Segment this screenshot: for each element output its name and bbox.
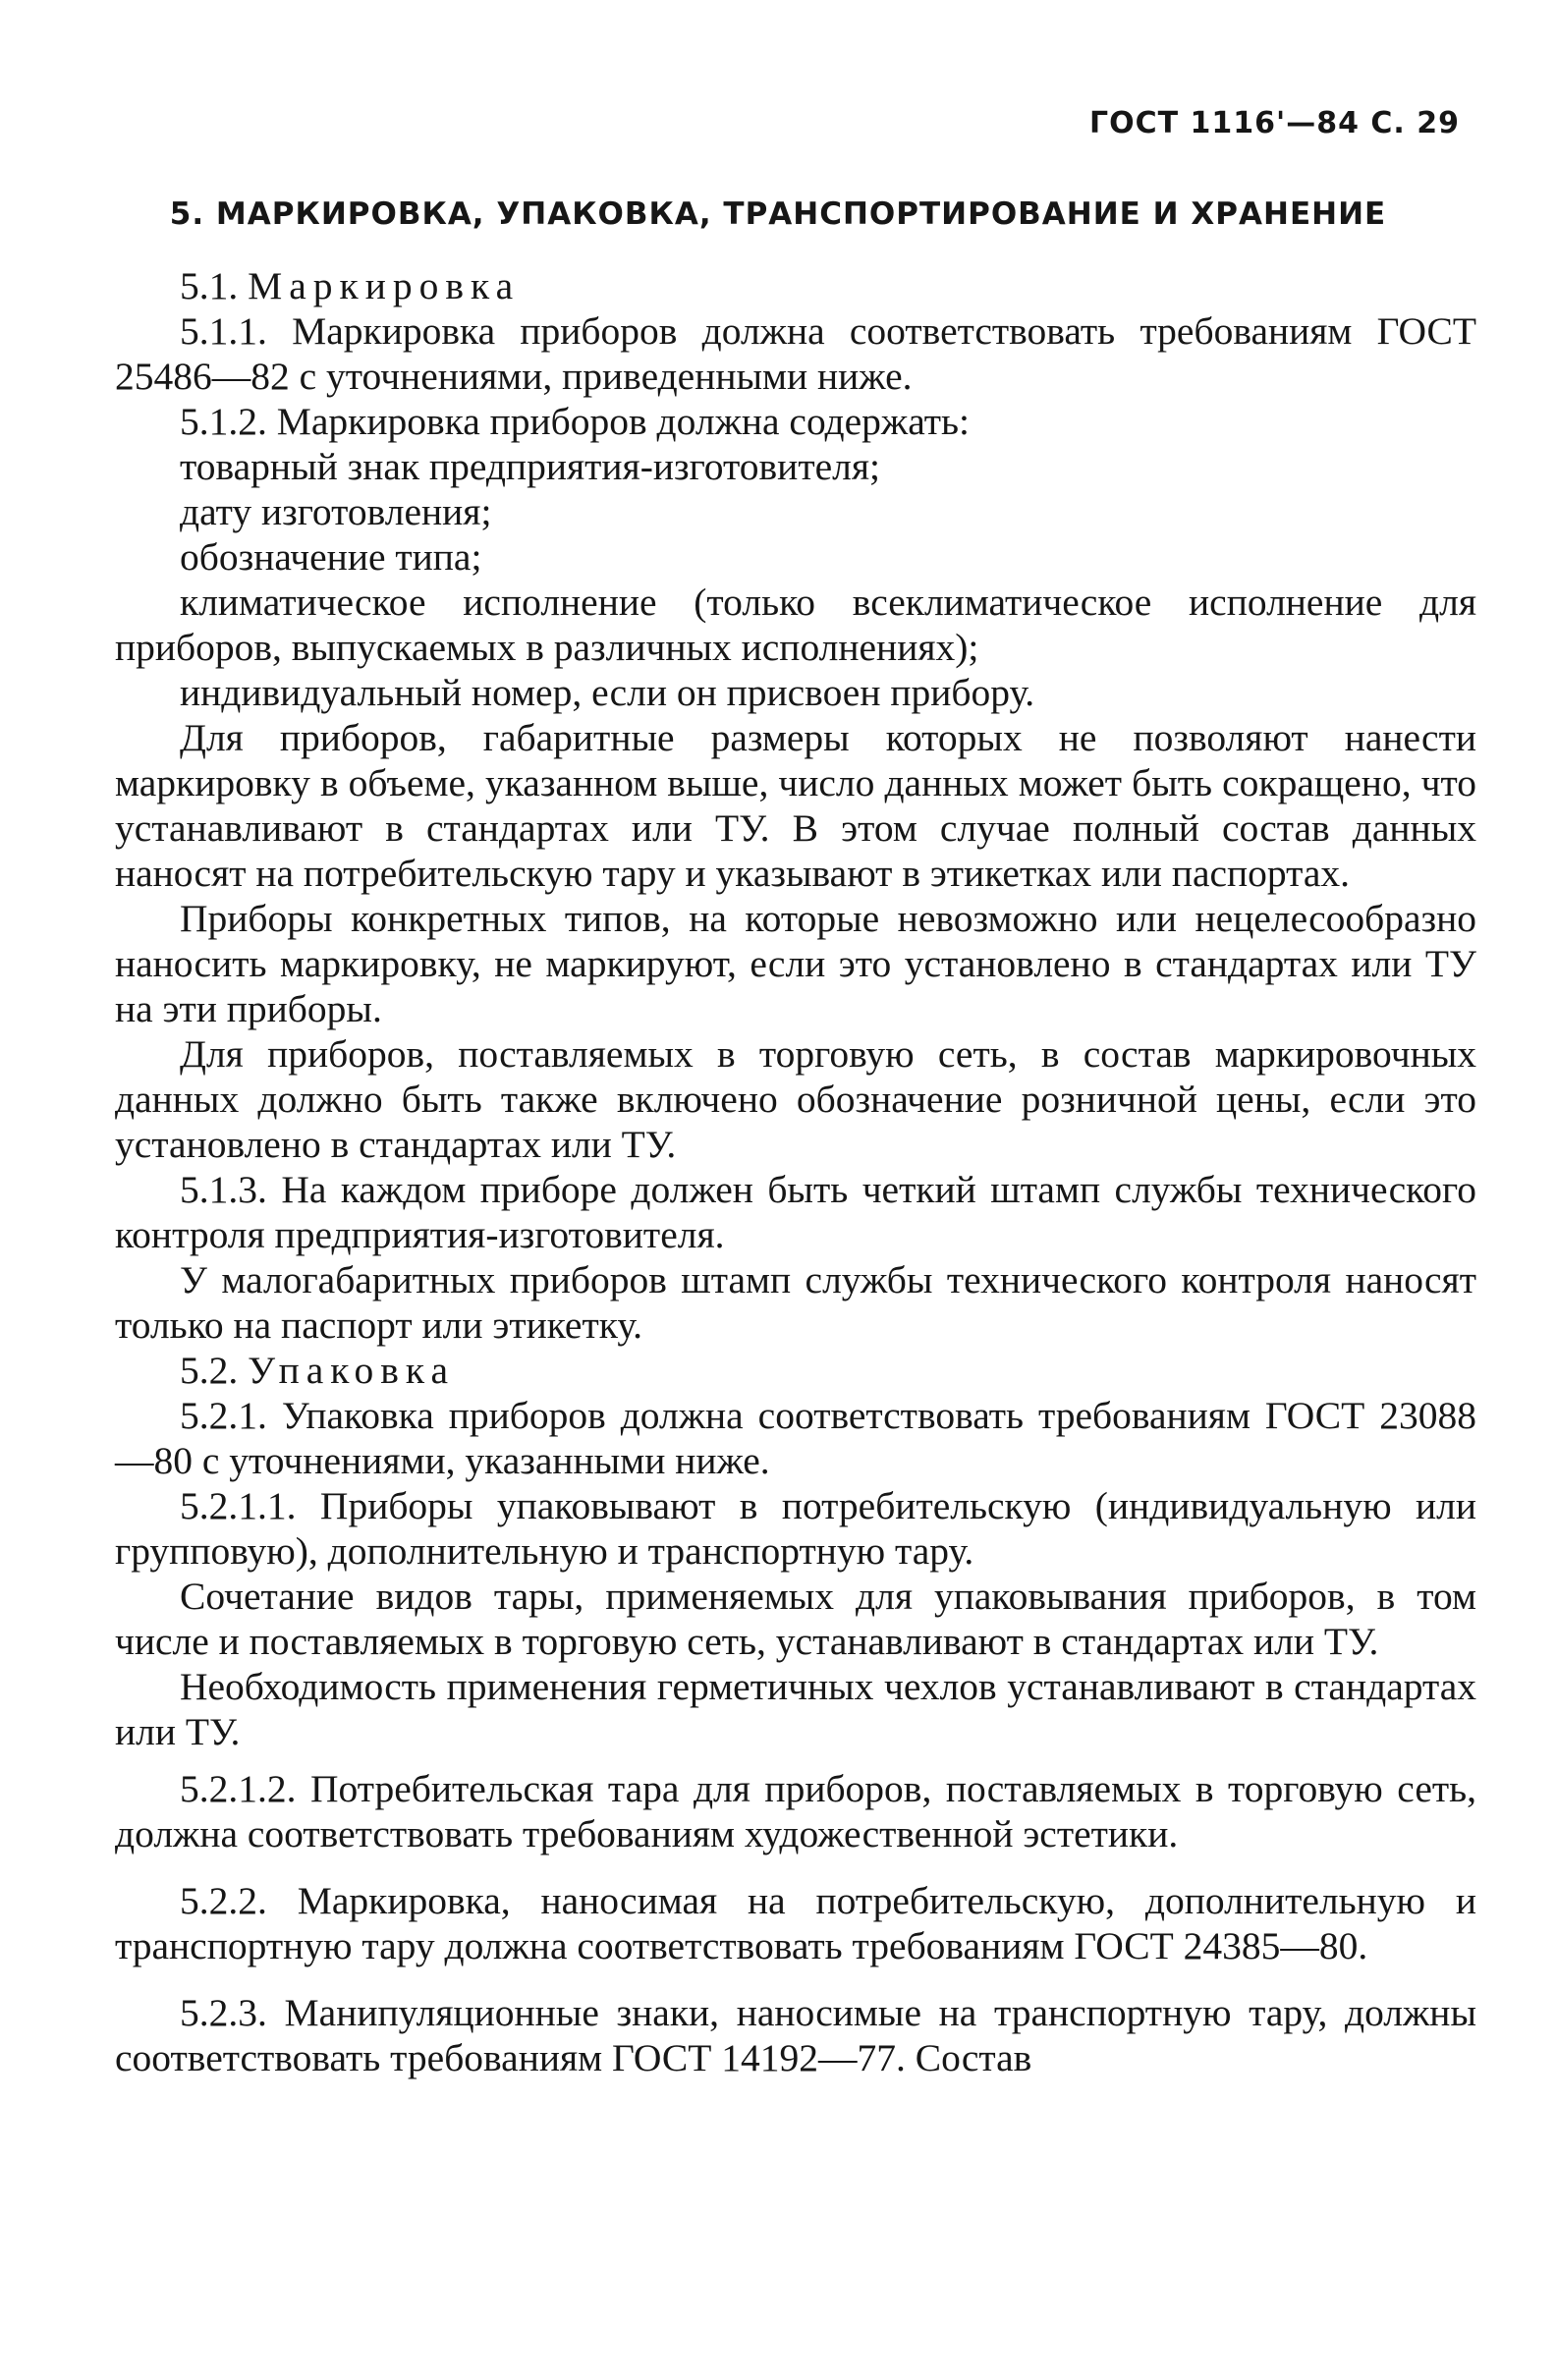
paragraph: У малогабаритных приборов штамп службы технического контроля наносят только на паспорт или этикетку.: [115, 1258, 1476, 1347]
subsection-heading-5-1: [115, 263, 1476, 308]
clause-5-2-2: 5.2.2. Маркировка, наносимая на потребительскую, дополнительную и транспортную тару должна соответствовать требованиям ГОСТ 24385—80.: [115, 1879, 1476, 1967]
subsection-number: 5.1.: [180, 264, 239, 307]
paragraph: Приборы конкретных типов, на которые невозможно или нецелесообразно наносить маркировку, не маркируют, если это установлено в стандартах или ТУ на эти приборы.: [115, 897, 1476, 1030]
subsection-number: 5.2.: [180, 1349, 239, 1392]
clause-5-2-1-1: 5.2.1.1. Приборы упаковывают в потребительскую (индивидуальную или групповую), дополнительную и транспортную тару.: [115, 1484, 1476, 1573]
subsection-title: Упаковка: [248, 1349, 456, 1392]
subsection-heading-5-2: [115, 1348, 1476, 1393]
page-header: ГОСТ 1116'—84 С. 29: [1088, 106, 1460, 140]
clause-5-2-3: 5.2.3. Манипуляционные знаки, наносимые на транспортную тару, должны соответствовать требованиям ГОСТ 14192—77. Состав: [115, 1991, 1476, 2079]
paragraph: Сочетание видов тары, применяемых для упаковывания приборов, в том числе и поставляемых в торговую сеть, устанавливают в стандартах или ТУ.: [115, 1575, 1476, 1663]
clause-5-1-2: 5.1.2. Маркировка приборов должна содержать:: [180, 400, 970, 443]
list-item: обозначение типа;: [180, 535, 482, 579]
clause-5-1-1: 5.1.1. Маркировка приборов должна соответствовать требованиям ГОСТ 25486—82 с уточнениями, приведенными ниже.: [115, 309, 1476, 398]
paragraph: Необходимость применения герметичных чехлов устанавливают в стандартах или ТУ.: [115, 1665, 1476, 1753]
section-title: 5. МАРКИРОВКА, УПАКОВКА, ТРАНСПОРТИРОВАНИЕ И ХРАНЕНИЕ: [169, 196, 1387, 232]
subsection-title: Маркировка: [248, 264, 521, 307]
clause-5-1-3: 5.1.3. На каждом приборе должен быть четкий штамп службы технического контроля предприятия-изготовителя.: [115, 1168, 1476, 1256]
paragraph: Для приборов, поставляемых в торговую сеть, в состав маркировочных данных должно быть также включено обозначение розничной цены, если это установлено в стандартах или ТУ.: [115, 1032, 1476, 1166]
clause-5-2-1: 5.2.1. Упаковка приборов должна соответствовать требованиям ГОСТ 23088—80 с уточнениями, указанными ниже.: [115, 1394, 1476, 1482]
list-item: климатическое исполнение (только всеклиматическое исполнение для приборов, выпускаемых в различных исполнениях);: [115, 581, 1476, 669]
clause-5-2-1-2: 5.2.1.2. Потребительская тара для приборов, поставляемых в торговую сеть, должна соответствовать требованиям художественной эстетики.: [115, 1767, 1476, 1855]
list-item: товарный знак предприятия-изготовителя;: [180, 445, 880, 488]
list-item: дату изготовления;: [180, 490, 492, 533]
paragraph: Для приборов, габаритные размеры которых не позволяют нанести маркировку в объеме, указанном выше, число данных может быть сокращено, что устанавливают в стандартах или ТУ. В этом случае полный состав данных наносят на потребительскую тару и указывают в этикетках или паспортах.: [115, 716, 1476, 895]
document-body: [115, 263, 1476, 2080]
list-item: индивидуальный номер, если он присвоен прибору.: [180, 671, 1035, 714]
